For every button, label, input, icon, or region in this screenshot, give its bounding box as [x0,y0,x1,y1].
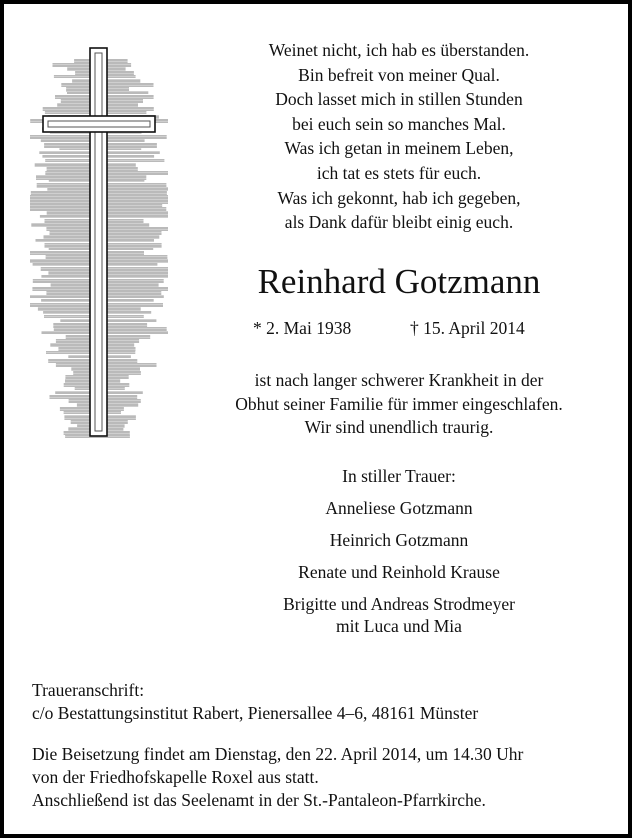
address-label: Traueranschrift: [32,680,145,700]
mourner-name: Renate und Reinhold Krause [298,562,500,582]
mourners-heading: In stiller Trauer: [342,466,456,486]
mourner-name: Heinrich Gotzmann [329,530,469,550]
statement-line: ist nach langer schwerer Krankheit in der [254,370,544,390]
mourner-name: Brigitte und Andreas Strodmeyer [283,594,515,614]
mourner-name: mit Luca und Mia [336,616,462,636]
death-statement [204,369,594,440]
statement-line: Wir sind unendlich traurig. [304,417,494,437]
brush-stroke [35,163,136,167]
brush-stroke [66,335,151,339]
cross-icon [30,41,168,445]
mourners-list [204,465,594,636]
poem-line: bei euch sein so manches Mal. [292,113,506,134]
poem-line: Was ich getan in meinem Leben, [284,138,514,159]
poem-line: Bin befreit von meiner Qual. [298,64,500,85]
poem-line: ich tat es stets für euch. [316,162,482,183]
funeral-info [32,743,523,812]
brush-stroke [48,271,168,275]
poem-line: Weinet nicht, ich hab es überstanden. [268,40,530,60]
poem-line: Was ich gekonnt, hab ich gegeben, [277,187,521,208]
brush-stroke [30,251,144,255]
mourner-name: Anneliese Gotzmann [325,498,473,518]
birth-date: * 2. Mai 1938 [253,318,352,338]
poem-line: als Dank dafür bleibt einig euch. [284,212,514,233]
funeral-line: Anschließend ist das Seelenamt in der St.-Pantaleon-Pfarrkirche. [32,790,486,810]
deceased-name: Reinhard Gotzmann [257,262,541,301]
address-line: c/o Bestattungsinstitut Rabert, Pienersallee 4–6, 48161 Münster [32,703,479,723]
brush-stroke [60,319,156,322]
mourning-address [32,679,478,725]
death-date: † 15. April 2014 [410,318,525,338]
poem-line: Doch lasset mich in stillen Stunden [275,89,523,110]
funeral-line: Die Beisetzung findet am Dienstag, den 22. April 2014, um 14.30 Uhr [32,744,524,764]
funeral-line: von der Friedhofskapelle Roxel aus statt. [32,767,319,787]
statement-line: Obhut seiner Familie für immer eingeschlafen. [235,393,563,414]
poem [204,38,594,235]
